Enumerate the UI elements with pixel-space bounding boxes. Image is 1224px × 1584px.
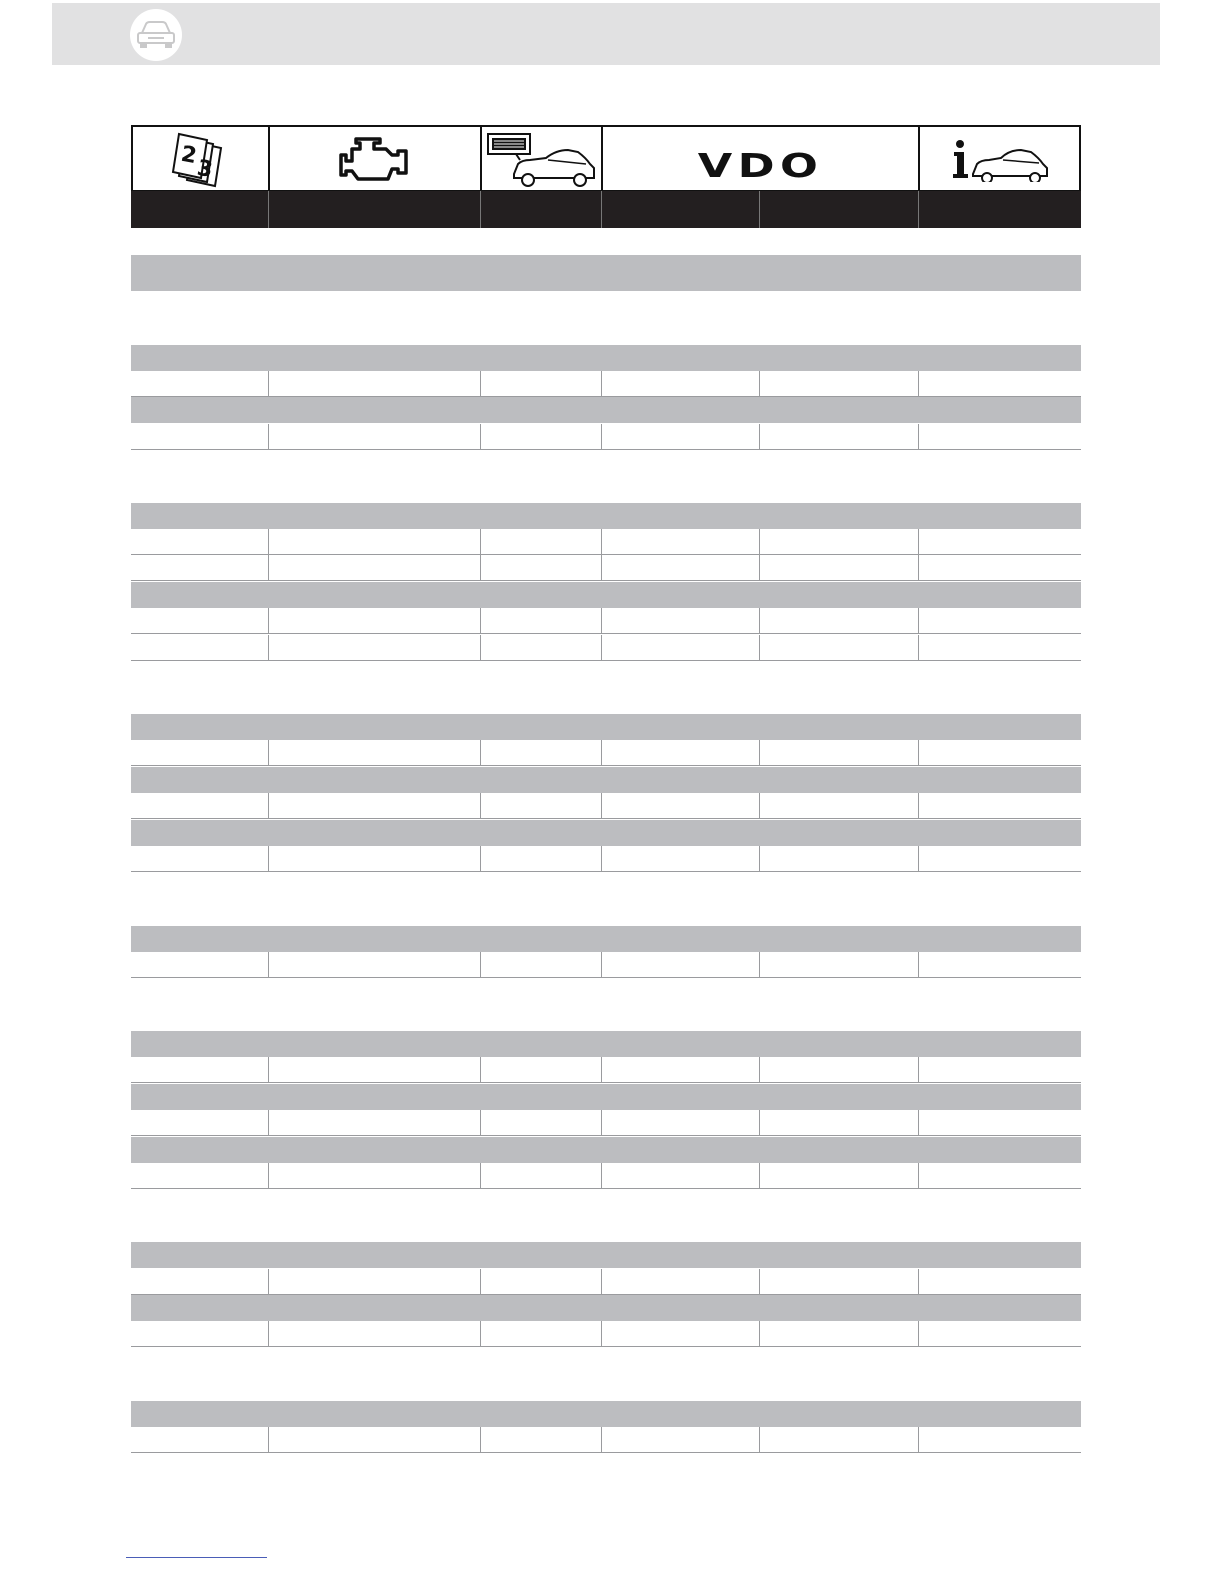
- diagnostic-tool-car-icon-cell: [482, 127, 603, 192]
- model-bar: [131, 582, 1081, 608]
- footer-link-underline: [126, 1557, 267, 1558]
- model-bar: [131, 926, 1081, 952]
- table-row: [131, 952, 1081, 978]
- model-bar: [131, 397, 1081, 423]
- header-black-row: [131, 191, 1081, 228]
- model-bar: [131, 503, 1081, 529]
- model-bar: [131, 1401, 1081, 1427]
- car-front-icon: [130, 9, 182, 61]
- info-car-icon-cell: [920, 127, 1081, 192]
- table-row: [131, 555, 1081, 581]
- table-row: [131, 608, 1081, 634]
- calendar-pages-icon: [171, 132, 231, 188]
- vdo-logo-cell: [603, 127, 920, 192]
- table-row: [131, 1269, 1081, 1295]
- diagnostic-tool-car-icon: [486, 130, 598, 190]
- model-bar: [131, 1084, 1081, 1110]
- check-engine-icon-cell: [270, 127, 482, 192]
- table-row: [131, 793, 1081, 819]
- table-row: [131, 371, 1081, 397]
- model-bar: [131, 345, 1081, 371]
- vdo-logo: VDO: [697, 146, 824, 185]
- table-row: [131, 846, 1081, 872]
- table-row: [131, 1321, 1081, 1347]
- table-row: [131, 1163, 1081, 1189]
- svg-text:3: 3: [194, 155, 214, 183]
- model-bar: [131, 1242, 1081, 1268]
- model-bar: [131, 767, 1081, 793]
- header-icon-row: [131, 125, 1081, 192]
- table-row: [131, 529, 1081, 555]
- model-bar: [131, 820, 1081, 846]
- table-row: [131, 424, 1081, 450]
- section-header-bar: [131, 255, 1081, 291]
- table-row: [131, 635, 1081, 661]
- calendar-pages-icon-cell: [133, 127, 270, 192]
- table-row: [131, 1057, 1081, 1083]
- table-row: [131, 1427, 1081, 1453]
- svg-text:2: 2: [178, 141, 198, 169]
- info-car-icon: [951, 138, 1051, 182]
- model-bar: [131, 1031, 1081, 1057]
- table-row: [131, 1110, 1081, 1136]
- table-row: [131, 740, 1081, 766]
- model-bar: [131, 714, 1081, 740]
- top-banner: [52, 3, 1160, 65]
- check-engine-icon: [338, 135, 412, 185]
- header-table: [131, 125, 1081, 228]
- model-bar: [131, 1137, 1081, 1163]
- model-bar: [131, 1295, 1081, 1321]
